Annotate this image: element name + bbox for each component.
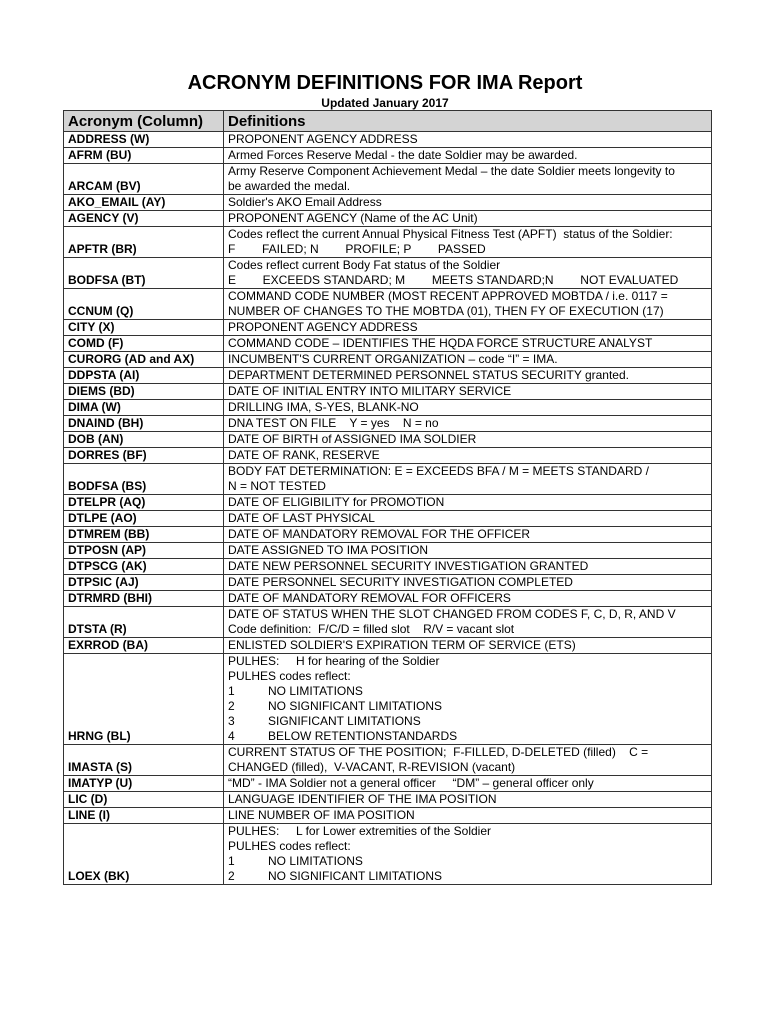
acronym-cell: COMD (F): [64, 336, 224, 352]
acronym-cell: CURORG (AD and AX): [64, 352, 224, 368]
acronym-cell: HRNG (BL): [64, 654, 224, 745]
definition-cell: [224, 575, 712, 591]
table-row: [64, 559, 712, 575]
definition-line: PULHES: H for hearing of the Soldier: [228, 654, 440, 668]
definition-cell: [224, 495, 712, 511]
definition-line: DATE OF MANDATORY REMOVAL FOR THE OFFICER: [228, 527, 531, 541]
table-row: [64, 575, 712, 591]
acronym-cell: IMATYP (U): [64, 776, 224, 792]
definition-line: DATE OF BIRTH of ASSIGNED IMA SOLDIER: [228, 432, 477, 446]
table-row: [64, 352, 712, 368]
definition-cell: [224, 416, 712, 432]
definition-cell: [224, 289, 712, 320]
definition-cell: [224, 591, 712, 607]
definition-line: COMMAND CODE NUMBER (MOST RECENT APPROVED MOBTDA / i.e. 0117 =: [228, 289, 668, 303]
table-row: [64, 654, 712, 745]
acronym-cell: DDPSTA (AI): [64, 368, 224, 384]
definition-line: F FAILED; N PROFILE; P PASSED: [228, 242, 486, 256]
table-row: [64, 543, 712, 559]
acronym-cell: BODFSA (BS): [64, 464, 224, 495]
definition-cell: [224, 352, 712, 368]
table-row: [64, 638, 712, 654]
definition-line: DATE OF STATUS WHEN THE SLOT CHANGED FROM CODES F, C, D, R, AND V: [228, 607, 676, 621]
definition-line: LANGUAGE IDENTIFIER OF THE IMA POSITION: [228, 792, 497, 806]
definition-line: DATE OF RANK, RESERVE: [228, 448, 380, 462]
acronym-cell: IMASTA (S): [64, 745, 224, 776]
acronym-cell: EXRROD (BA): [64, 638, 224, 654]
acronym-cell: DTPOSN (AP): [64, 543, 224, 559]
definition-line: DATE OF INITIAL ENTRY INTO MILITARY SERVICE: [228, 384, 512, 398]
definition-line: PROPONENT AGENCY (Name of the AC Unit): [228, 211, 478, 225]
table-header-row: [64, 111, 712, 132]
table-row: [64, 289, 712, 320]
acronym-cell: LOEX (BK): [64, 824, 224, 885]
document-subtitle: Updated January 2017: [321, 96, 449, 110]
acronym-cell: CITY (X): [64, 320, 224, 336]
definition-cell: [224, 776, 712, 792]
definition-line: DEPARTMENT DETERMINED PERSONNEL STATUS SECURITY granted.: [228, 368, 629, 382]
definition-line: 3 SIGNIFICANT LIMITATIONS: [228, 714, 421, 728]
definition-cell: [224, 258, 712, 289]
definition-line: DATE OF MANDATORY REMOVAL FOR OFFICERS: [228, 591, 511, 605]
definition-line: DATE OF LAST PHYSICAL: [228, 511, 375, 525]
definition-line: DATE OF ELIGIBILITY for PROMOTION: [228, 495, 445, 509]
definition-line: Codes reflect the current Annual Physical Fitness Test (APFT) status of the Soldier:: [228, 227, 673, 241]
definition-line: E EXCEEDS STANDARD; M MEETS STANDARD;N NOT EVALUATED: [228, 273, 679, 287]
table-row: [64, 368, 712, 384]
definition-line: 4 BELOW RETENTIONSTANDARDS: [228, 729, 458, 743]
definition-line: 2 NO SIGNIFICANT LIMITATIONS: [228, 699, 443, 713]
definition-line: Codes reflect current Body Fat status of the Soldier: [228, 258, 501, 272]
table-row: [64, 591, 712, 607]
definition-line: N = NOT TESTED: [228, 479, 326, 493]
table-row: [64, 211, 712, 227]
acronym-cell: AFRM (BU): [64, 148, 224, 164]
acronym-cell: DORRES (BF): [64, 448, 224, 464]
acronym-cell: DTMREM (BB): [64, 527, 224, 543]
acronym-cell: CCNUM (Q): [64, 289, 224, 320]
table-row: [64, 776, 712, 792]
header-definitions: Definitions: [224, 111, 712, 132]
acronym-cell: APFTR (BR): [64, 227, 224, 258]
table-row: [64, 808, 712, 824]
table-row: [64, 195, 712, 211]
table-row: [64, 258, 712, 289]
definition-line: “MD” - IMA Soldier not a general officer “DM” – general officer only: [228, 776, 594, 790]
definition-line: CURRENT STATUS OF THE POSITION; F-FILLED, D-DELETED (filled) C =: [228, 745, 649, 759]
acronym-cell: DOB (AN): [64, 432, 224, 448]
acronym-cell: DTLPE (AO): [64, 511, 224, 527]
definition-cell: [224, 638, 712, 654]
table-row: [64, 511, 712, 527]
definition-line: 1 NO LIMITATIONS: [228, 854, 363, 868]
document-title: ACRONYM DEFINITIONS FOR IMA Report: [187, 72, 583, 94]
table-row: [64, 448, 712, 464]
table-row: [64, 745, 712, 776]
header-acronym: Acronym (Column): [64, 111, 224, 132]
definition-cell: [224, 400, 712, 416]
table-row: [64, 400, 712, 416]
acronym-cell: AGENCY (V): [64, 211, 224, 227]
definition-cell: [224, 148, 712, 164]
table-row: [64, 336, 712, 352]
definition-line: 1 NO LIMITATIONS: [228, 684, 363, 698]
definition-cell: [224, 320, 712, 336]
acronym-cell: DIMA (W): [64, 400, 224, 416]
acronym-cell: DTPSIC (AJ): [64, 575, 224, 591]
definition-cell: [224, 559, 712, 575]
table-row: [64, 792, 712, 808]
table-row: [64, 824, 712, 885]
acronym-cell: BODFSA (BT): [64, 258, 224, 289]
definition-cell: [224, 211, 712, 227]
definition-cell: [224, 527, 712, 543]
definition-cell: [224, 464, 712, 495]
acronym-cell: DTSTA (R): [64, 607, 224, 638]
definition-line: 2 NO SIGNIFICANT LIMITATIONS: [228, 869, 443, 883]
acronym-cell: ADDRESS (W): [64, 132, 224, 148]
table-row: [64, 384, 712, 400]
table-row: [64, 148, 712, 164]
table-body: [64, 132, 712, 885]
acronym-cell: DTELPR (AQ): [64, 495, 224, 511]
table-row: [64, 227, 712, 258]
definition-line: NUMBER OF CHANGES TO THE MOBTDA (01), THEN FY OF EXECUTION (17): [228, 304, 664, 318]
acronym-cell: DIEMS (BD): [64, 384, 224, 400]
definition-line: PULHES codes reflect:: [228, 669, 351, 683]
definition-line: DATE NEW PERSONNEL SECURITY INVESTIGATION GRANTED: [228, 559, 589, 573]
acronym-cell: LINE (I): [64, 808, 224, 824]
table-row: [64, 527, 712, 543]
definition-line: Army Reserve Component Achievement Medal – the date Soldier meets longevity to: [228, 164, 675, 178]
definition-line: PROPONENT AGENCY ADDRESS: [228, 132, 418, 146]
definition-cell: [224, 654, 712, 745]
table-row: [64, 464, 712, 495]
definition-line: PULHES codes reflect:: [228, 839, 351, 853]
table-row: [64, 132, 712, 148]
definition-cell: [224, 132, 712, 148]
definition-cell: [224, 368, 712, 384]
definition-cell: [224, 808, 712, 824]
table-row: [64, 432, 712, 448]
acronym-cell: ARCAM (BV): [64, 164, 224, 195]
acronym-cell: LIC (D): [64, 792, 224, 808]
table-row: [64, 416, 712, 432]
definition-cell: [224, 384, 712, 400]
definition-cell: [224, 448, 712, 464]
definition-cell: [224, 792, 712, 808]
definition-line: CHANGED (filled), V-VACANT, R-REVISION (vacant): [228, 760, 516, 774]
definition-cell: [224, 511, 712, 527]
definition-cell: [224, 432, 712, 448]
definition-cell: [224, 195, 712, 211]
definition-line: Code definition: F/C/D = filled slot R/V = vacant slot: [228, 622, 515, 636]
definition-line: Armed Forces Reserve Medal - the date Soldier may be awarded.: [228, 148, 578, 162]
definition-line: be awarded the medal.: [228, 179, 351, 193]
table-row: [64, 607, 712, 638]
table-row: [64, 320, 712, 336]
definition-cell: [224, 824, 712, 885]
acronym-cell: DNAIND (BH): [64, 416, 224, 432]
definition-line: PROPONENT AGENCY ADDRESS: [228, 320, 418, 334]
definition-line: ENLISTED SOLDIER'S EXPIRATION TERM OF SERVICE (ETS): [228, 638, 576, 652]
definition-line: LINE NUMBER OF IMA POSITION: [228, 808, 415, 822]
acronym-cell: DTPSCG (AK): [64, 559, 224, 575]
table-row: [64, 495, 712, 511]
definition-line: DATE ASSIGNED TO IMA POSITION: [228, 543, 429, 557]
definition-cell: [224, 607, 712, 638]
definition-line: Soldier's AKO Email Address: [228, 195, 382, 209]
table-row: [64, 164, 712, 195]
definition-cell: [224, 227, 712, 258]
acronym-cell: DTRMRD (BHI): [64, 591, 224, 607]
definition-cell: [224, 336, 712, 352]
definition-line: DRILLING IMA, S-YES, BLANK-NO: [228, 400, 419, 414]
definition-line: DATE PERSONNEL SECURITY INVESTIGATION COMPLETED: [228, 575, 573, 589]
acronym-cell: AKO_EMAIL (AY): [64, 195, 224, 211]
definition-line: BODY FAT DETERMINATION: E = EXCEEDS BFA / M = MEETS STANDARD /: [228, 464, 649, 478]
definition-cell: [224, 745, 712, 776]
acronym-table: [63, 110, 712, 885]
definition-line: INCUMBENT'S CURRENT ORGANIZATION – code “I” = IMA.: [228, 352, 558, 366]
definition-line: DNA TEST ON FILE Y = yes N = no: [228, 416, 439, 430]
definition-cell: [224, 164, 712, 195]
definition-line: COMMAND CODE – IDENTIFIES THE HQDA FORCE STRUCTURE ANALYST: [228, 336, 653, 350]
definition-cell: [224, 543, 712, 559]
definition-line: PULHES: L for Lower extremities of the Soldier: [228, 824, 491, 838]
